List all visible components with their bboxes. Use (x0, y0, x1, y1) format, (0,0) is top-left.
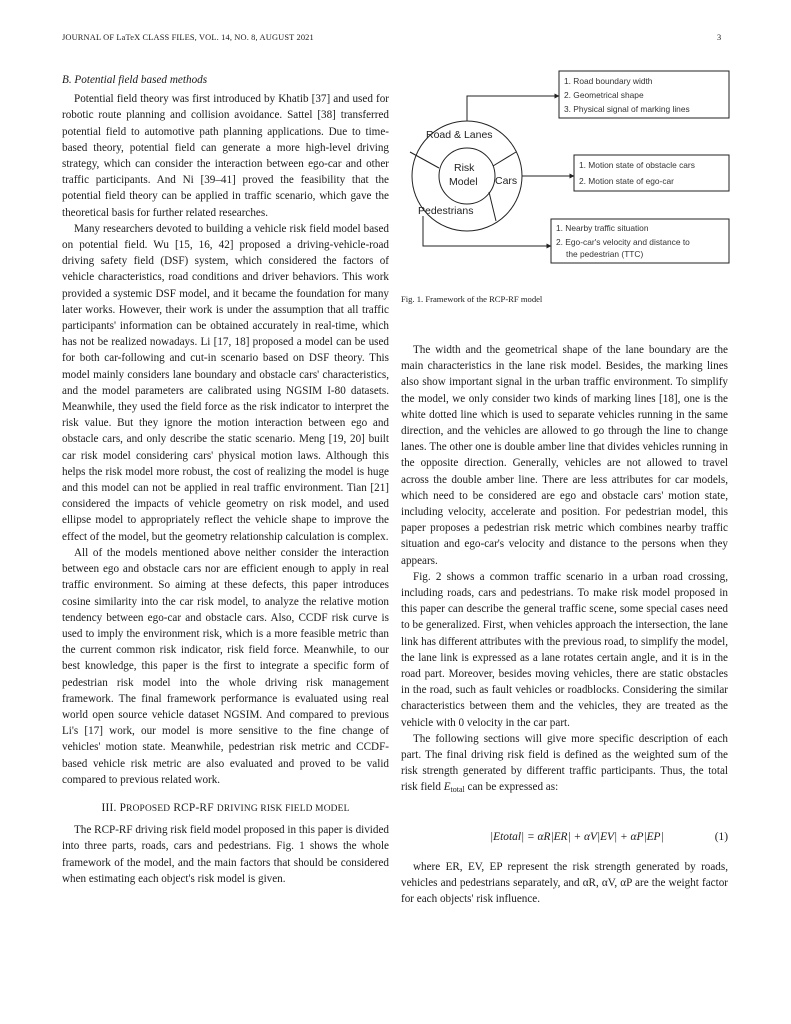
pedestrian-factor: the pedestrian (TTC) (566, 249, 644, 259)
paragraph: The RCP-RF driving risk field model proposed in this paper is divided into three parts, roads, cars and pedestrians. Fig. 1 shows the whole framework of the model, and the main factors that should be considered when estimating each object's risk model is given. (62, 824, 389, 885)
equation-body: |Etotal| = αR|ER| + αV|EV| + αP|EP| (490, 830, 664, 843)
section-title-rest: ROPOSED (126, 803, 171, 814)
road-factor: 3. Physical signal of marking lines (564, 104, 690, 114)
paragraph: The width and the geometrical shape of the lane boundary are the main characteristics in the lane risk model. Besides, the marking lines also show important signal in the urban traffic environment. To simplify the model, we only consider two kinds of marking lines [18], one is the white dotted line which is used to separate vehicles running in the same direction, and the vehicles are allowed to go through the line to change lanes. The other one is double amber line that divides vehicles running in the opposite direction. Generally, vehicles are not allowed to travel across the double amber line. There are less attributes for car models, which need to be considered are ego and obstacle cars' motion state, including velocity, accelerate and position. For pedestrian model, this paper proposes a pedestrian risk metric which combines nearby traffic situation and ego-car's velocity and distance to the persons when they appears. (401, 344, 728, 567)
framework-figure (401, 68, 731, 268)
pedestrian-factor: 1. Nearby traffic situation (556, 223, 649, 233)
car-factor: 1. Motion state of obstacle cars (579, 160, 695, 170)
section-title (62, 800, 389, 817)
paragraph: All of the models mentioned above neither consider the interaction between ego and obstacle cars nor are efficient enough to apply in real traffic environment. So aiming at these defects, this paper introduces cosine similarity into the car risk model, to analyze the relative motion tendency between ego-car and obstacle cars. Also, CCDF risk curve is used to imply the environment risk, which is a more feasible metric than the current common risk indicator, risk field force. Meanwhile, to our best knowledge, this paper is the first to integrate a specific form of pedestrian risk model into the whole driving risk management framework. The final framework performance is evaluated using real world open source vehicle dataset NGSIM. And compared to previous Li's [17] work, our model is more sensitive to the fine change of vehicles' motion state. Meanwhile, pedestrian risk metric and CCDF-based vehicle risk metric are also evaluated and proved to be valid compared to previous related work. (62, 546, 389, 786)
section-title-tail: DRIVING RISK FIELD MODEL (216, 803, 350, 814)
road-lanes-label: Road & Lanes (426, 129, 493, 141)
section-number: III. (101, 801, 117, 814)
section-title-model: RCP-RF (173, 801, 214, 814)
etotal-subscript: total (450, 785, 465, 795)
etotal-symbol: E (443, 781, 451, 794)
running-header: JOURNAL OF LaTeX CLASS FILES, VOL. 14, NO. 8, AUGUST 2021 (62, 33, 314, 42)
road-factor: 2. Geometrical shape (564, 90, 644, 100)
paragraph: Many researchers devoted to building a vehicle risk field model based on potential field. Wu [15, 16, 42] proposed a driving-vehicle-road driving safety field (DSF) system, which considered the factors of vehicle characteristics, road conditions and driver behaviors. This work provided a systemic DSF model, and it became the foundation for many later works. However, their work is under the assumption that all traffic participants' information can be obtained accurately in real-time, which has not be realized nowadays. Li [17, 18] proposed a model can be used for both car-following and cut-in scenario based on DSF theory. This model mainly considers lane boundary and obstacle cars' characteristics, and the model parameters are calibrated using NGSIM I-80 datasets. Meanwhile, they used the field force as the risk indicator to interpret the risk value. But they ignore the motion interaction between ego and obstacle cars, and only describe the static scenario. Meng [19, 20] built car risk model considering cars' physical motion laws. Although this helps the risk model more robust, the cost of realizing the model is huge and this model can not be applied in real traffic environment. Tian [21] considered the impacts of vehicle geometry on risk model, and used ellipse model to appropriately reflect the vehicle shape to improve the effect of the model, but the geometry relationship calculation is complex. (62, 222, 389, 543)
pedestrians-label: Pedestrians (418, 205, 474, 217)
model-label: Model (449, 176, 478, 188)
road-factor: 1. Road boundary width (564, 76, 653, 86)
page-number: 3 (717, 33, 722, 42)
paragraph: Fig. 2 shows a common traffic scenario in a urban road crossing, including roads, cars and pedestrians. To make risk model proposed in this paper can describe the general traffic scene, some special cases need to be generalized. First, when vehicles approach the intersection, the lane link has different attributes with the previous road, to simplify the model, the lane link is expressed as a lane rotates certain angle, and it is in the road part. Moreover, besides moving vehicles, there are static obstacles in the road, such as fault vehicles or roadblocks. Considering the similar characteristics between them and the vehicles, they are treated as the vehicle with 0 velocity in the car part. (401, 570, 728, 729)
subsection-title: B. Potential field based methods (62, 74, 208, 86)
risk-label: Risk (454, 162, 475, 174)
paragraph-text: The following sections will give more specific description of each part. The final driving risk field is defined as the weighted sum of the risk strength generated by different traffic participants. Thus, the total risk field (401, 732, 728, 794)
section-title-lead: P (119, 801, 127, 814)
right-column (401, 342, 728, 908)
paragraph: Potential field theory was first introduced by Khatib [37] and used for robotic route planning and collision avoidance. Sattel [38] transferred potential field to automotive path planning applications. Due to time-based theory, potential field can generate a more high-level driving strategy, which can consider the interaction between ego-car and other traffic participants. And Ni [39–41] proved the feasibility that the potential field theory can be applied in traffic scenario, which gave the theoretical basis for further related researches. (62, 93, 389, 219)
figure-caption: Fig. 1. Framework of the RCP-RF model (401, 294, 543, 304)
equation-number: (1) (714, 830, 728, 843)
paragraph (401, 731, 728, 799)
paragraph-tail: can be expressed as: (467, 781, 559, 794)
pedestrian-factor: 2. Ego-car's velocity and distance to (556, 237, 690, 247)
cars-label: Cars (495, 175, 518, 187)
paragraph: where ER, EV, EP represent the risk strength generated by roads, vehicles and pedestrians separately, and αR, αV, αP are the weight factor for each objects' risk influence. (401, 860, 728, 906)
left-column (62, 72, 389, 887)
car-factor: 2. Motion state of ego-car (579, 176, 674, 186)
equation-1 (401, 829, 728, 845)
